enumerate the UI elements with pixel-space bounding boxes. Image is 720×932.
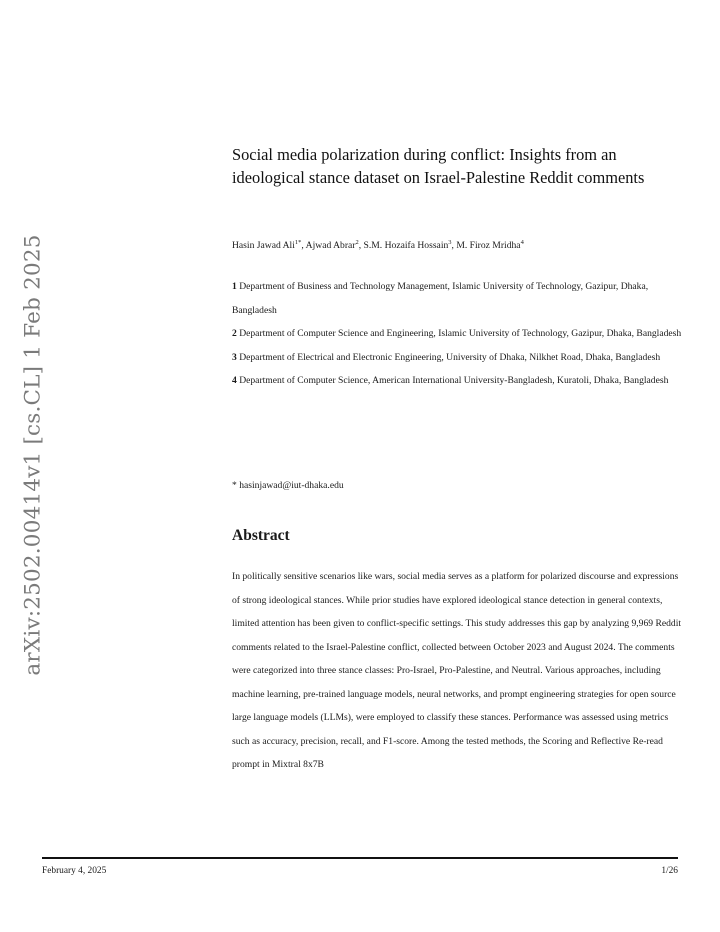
author-name: M. Firoz Mridha (456, 240, 521, 251)
arxiv-identifier: arXiv:2502.00414v1 [cs.CL] 1 Feb 2025 (20, 234, 46, 676)
affiliation-text: Department of Business and Technology Management, Islamic University of Technology, Gazipur, Dhaka, Bangladesh (232, 281, 649, 316)
author-name: Hasin Jawad Ali (232, 240, 295, 251)
footer-date: February 4, 2025 (42, 866, 107, 876)
affiliation-number: 1 (232, 281, 237, 292)
corresponding-email: * hasinjawad@iut-dhaka.edu (232, 480, 344, 491)
affiliation-number: 3 (232, 351, 237, 363)
affiliation-text: Department of Computer Science and Engineering, Islamic University of Technology, Gazipur, Dhaka, Bangladesh (239, 328, 682, 339)
author-affiliation-mark: 3 (448, 239, 452, 246)
author-affiliation-mark: 4 (520, 239, 524, 246)
paper-title: Social media polarization during conflict: Insights from an ideological stance dataset on Israel-Palestine Reddit comments (232, 145, 645, 187)
affiliation-list (232, 275, 682, 393)
abstract-text: In politically sensitive scenarios like wars, social media serves as a platform for polarized discourse and expressions of strong ideological stances. While prior studies have explored ideological stance detection in general contexts, limited attention has been given to conflict-specific settings. This study addresses this gap by analyzing 9,969 Reddit comments related to the Israel-Palestine conflict, collected between October 2023 and August 2024. The comments were categorized into three stance classes: Pro-Israel, Pro-Palestine, and Neutral. Various approaches, including machine learning, pre-trained language models, neural networks, and prompt engineering strategies for open source large language models (LLMs), were employed to classify these stances. Performance was assessed using metrics such as accuracy, precision, recall, and F1-score. Among the tested methods, the Scoring and Reflective Re-read prompt in Mixtral 8x7B (232, 571, 682, 770)
author-list (232, 239, 524, 251)
affiliation (232, 369, 682, 393)
author-name: S.M. Hozaifa Hossain (363, 240, 449, 251)
affiliation (232, 275, 682, 322)
page-number: 1/26 (661, 866, 678, 876)
affiliation-number: 2 (232, 328, 237, 339)
affiliation (232, 322, 682, 346)
abstract-heading: Abstract (232, 527, 290, 544)
affiliation-number: 4 (232, 375, 237, 386)
footer-divider (42, 857, 678, 859)
author-affiliation-mark: 1* (294, 239, 302, 246)
author-separator: , (451, 240, 457, 251)
author-separator: , (301, 240, 306, 251)
affiliation (232, 346, 682, 370)
author-affiliation-mark: 2 (355, 239, 359, 246)
affiliation-text: Department of Computer Science, American International University-Bangladesh, Kuratoli, Dhaka, Bangladesh (239, 375, 669, 386)
affiliation-text: Department of Electrical and Electronic Engineering, University of Dhaka, Nilkhet Road, Dhaka, Bangladesh (239, 351, 661, 363)
author-separator: , (358, 240, 364, 251)
author-name: Ajwad Abrar (305, 240, 356, 251)
